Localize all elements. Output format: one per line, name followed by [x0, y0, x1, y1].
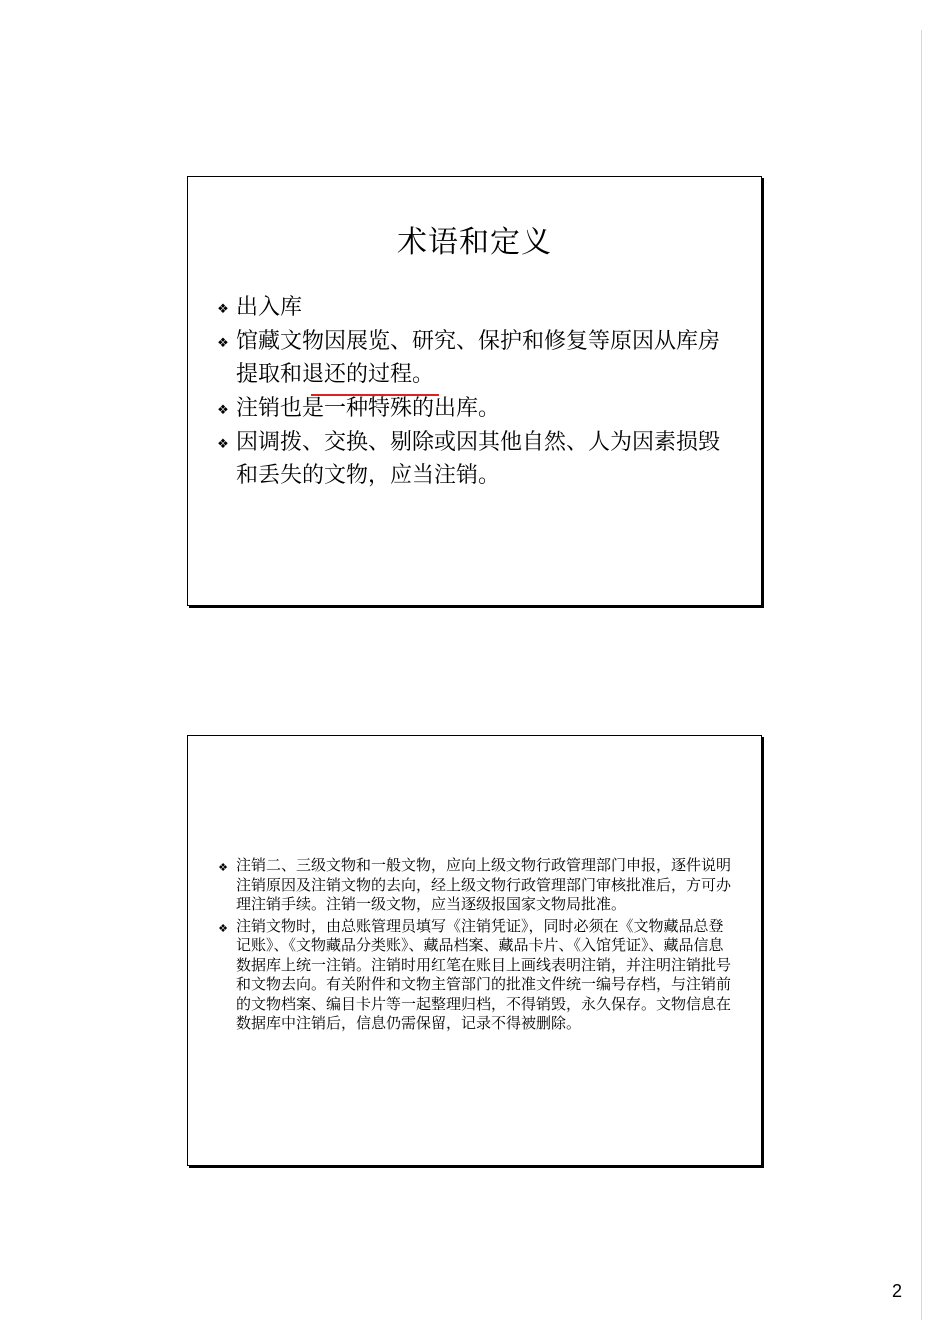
list-item: [216, 917, 736, 1034]
bullet-text: 注销二、三级文物和一般文物，应向上级文物行政管理部门申报，逐件说明注销原因及注销文物的去向，经上级文物行政管理部门审核批准后，方可办理注销手续。注销一级文物，应当逐级报国家文物局批准。: [236, 856, 732, 913]
bullet-text: 注销也是一种特殊的出库。: [236, 396, 501, 421]
slide-title: 术语和定义: [397, 225, 552, 260]
slide-terms-definitions: [187, 176, 762, 606]
diamond-bullet-icon: ❖: [218, 921, 228, 935]
slide-deregistration: [187, 735, 762, 1166]
bullet-text: 因调拨、交换、剔除或因其他自然、人为因素损毁和丢失的文物，应当注销。: [236, 430, 721, 488]
diamond-bullet-icon: ❖: [218, 861, 228, 874]
list-item: [216, 392, 736, 425]
list-item: [216, 325, 736, 391]
diamond-bullet-icon: ❖: [217, 403, 229, 418]
diamond-bullet-icon: ❖: [217, 437, 229, 452]
list-item: [216, 291, 736, 324]
bullet-text: 注销文物时，由总账管理员填写《注销凭证》，同时必须在《文物藏品总登记账》、《文物藏品分类账》、藏品档案、藏品卡片、《入馆凭证》、藏品信息数据库上统一注销。注销时用红笔在账目上画线表明注销，并注明注销批号和文物去向。有关附件和文物主管部门的批准文件统一编号存档，与注销前的文物档案、编目卡片等一起整理归档，不得销毁，永久保存。文物信息在数据库中注销后，信息仍需保留，记录不得被删除。: [236, 916, 732, 1032]
margin-rule: [921, 30, 922, 1320]
list-item: [216, 426, 736, 492]
red-underline-annotation: [311, 394, 439, 396]
bullet-text: 馆藏文物因展览、研究、保护和修复等原因从库房提取和退还的过程。: [236, 329, 721, 387]
diamond-bullet-icon: ❖: [217, 302, 229, 317]
diamond-bullet-icon: ❖: [217, 336, 229, 351]
bullet-list: [216, 291, 736, 493]
bullet-text: 出入库: [236, 295, 303, 320]
bullet-list: [216, 856, 736, 1036]
list-item: [216, 856, 736, 915]
page-number: 2: [892, 1281, 903, 1301]
